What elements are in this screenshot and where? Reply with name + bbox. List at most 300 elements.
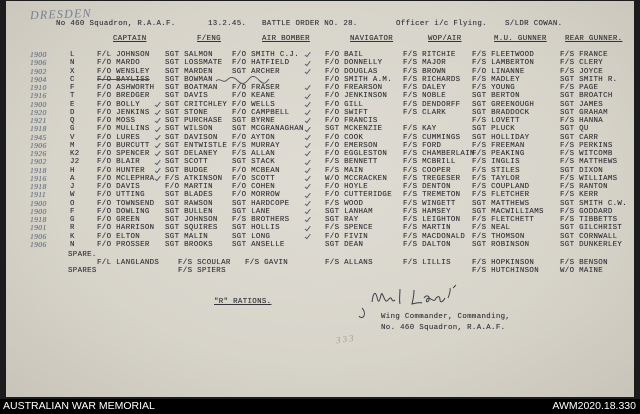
mid-upper-gunner-name: SGT HOLLIDAY bbox=[472, 133, 530, 142]
aircraft-letter: K2 bbox=[70, 150, 80, 158]
mid-upper-gunner-name: F/S LAMBERTON bbox=[472, 59, 535, 68]
spares-row bbox=[0, 267, 640, 275]
spare-mid-upper-gunner-name: F/S HOPKINSON bbox=[472, 259, 535, 267]
rear-gunner-name: F/S MATTHEWS bbox=[560, 158, 618, 167]
navigator-name: F/O FIVIN bbox=[325, 232, 369, 241]
check-mark-icon bbox=[154, 117, 161, 124]
flight-engineer-name: SGT STONE bbox=[165, 108, 209, 117]
rear-gunner-name: F/S KERR bbox=[560, 191, 599, 200]
air-bomber-name: SGT LONG bbox=[232, 232, 271, 241]
takeoff-time: 1918 bbox=[30, 215, 47, 224]
mid-upper-gunner-name: F/S STILES bbox=[472, 166, 520, 175]
navigator-name: F/O BAIL bbox=[325, 51, 364, 59]
crew-row bbox=[0, 200, 640, 208]
wireless-operator-name: F/S WINGETT bbox=[403, 199, 456, 208]
column-header-mu-gunner: M.U. GUNNER bbox=[494, 35, 547, 43]
crew-row bbox=[0, 109, 640, 117]
captain-name: F/O MARDO bbox=[97, 59, 141, 68]
flight-engineer-name: SGT ENTWISTLE bbox=[165, 141, 228, 150]
wireless-operator-name: F/S MACDONALD bbox=[403, 232, 466, 241]
rear-gunner-name: F/S RANTON bbox=[560, 183, 608, 191]
takeoff-time: 1904 bbox=[30, 74, 47, 84]
flight-engineer-name: SGT DAVIS bbox=[165, 92, 209, 101]
captain-name: F/O MOSS bbox=[97, 117, 136, 125]
archive-footer-bar bbox=[0, 399, 640, 414]
crew-row bbox=[0, 241, 640, 249]
check-mark-icon bbox=[154, 133, 161, 140]
aircraft-letter: W bbox=[70, 191, 75, 200]
navigator-name: F/O JENKINSON bbox=[325, 92, 388, 101]
mid-upper-gunner-name: F/S PEAKING bbox=[472, 150, 525, 158]
crew-row bbox=[0, 233, 640, 241]
aircraft-letter: V bbox=[70, 133, 75, 142]
air-bomber-name: F/O MCBEAN bbox=[232, 166, 280, 175]
check-mark-icon bbox=[154, 166, 161, 173]
aircraft-letter: H bbox=[70, 166, 75, 175]
mid-upper-gunner-name: F/S FLETCHETT bbox=[472, 216, 535, 224]
spare-crew-row bbox=[0, 259, 640, 267]
rear-gunner-name: SGT CORNWALL bbox=[560, 232, 618, 241]
flight-engineer-name: SGT BUDGE bbox=[165, 166, 209, 175]
air-bomber-name: SGT STACK bbox=[232, 158, 276, 167]
rear-gunner-name: F/S FRANCE bbox=[560, 51, 608, 59]
crew-row bbox=[0, 208, 640, 216]
navigator-name: W/O MCCRACKEN bbox=[325, 174, 388, 183]
archive-institution: AUSTRALIAN WAR MEMORIAL bbox=[3, 400, 155, 412]
squadron-heading: No 460 Squadron, R.A.A.F. bbox=[56, 20, 176, 28]
wireless-operator-name: F/S DENTON bbox=[403, 183, 451, 191]
navigator-name: SGT MCKENZIE bbox=[325, 125, 383, 134]
spares-flight-engineer-name: F/S SPIERS bbox=[178, 267, 226, 275]
takeoff-time: 1906 bbox=[30, 239, 47, 249]
spare-navigator-name: F/S ALLANS bbox=[325, 259, 373, 267]
captain-name: F/O GREEN bbox=[97, 216, 141, 224]
aircraft-letter: T bbox=[70, 92, 75, 101]
captain-name: F/O MULLINS bbox=[97, 125, 150, 134]
aircraft-letter: G bbox=[70, 216, 75, 224]
column-header-navigator: NAVIGATOR bbox=[350, 35, 394, 43]
crew-row bbox=[0, 158, 640, 166]
rear-gunner-name: SGT GILCHRIST bbox=[560, 224, 623, 233]
takeoff-time: 1918 bbox=[30, 165, 47, 175]
check-mark-icon bbox=[154, 125, 161, 132]
captain-name: F/O ELTON bbox=[97, 232, 141, 241]
flight-engineer-name: SGT CRITCHLEY bbox=[165, 100, 228, 109]
aircraft-letter: F bbox=[70, 207, 75, 216]
navigator-name: F/O COOK bbox=[325, 133, 364, 142]
rear-gunner-name: F/S PAGE bbox=[560, 84, 599, 92]
crew-row bbox=[0, 76, 640, 84]
crew-list bbox=[0, 51, 640, 249]
aircraft-letter: N bbox=[70, 59, 75, 68]
takeoff-time: 1918 bbox=[30, 124, 47, 134]
check-mark-icon bbox=[304, 125, 311, 132]
check-mark-icon bbox=[304, 100, 311, 107]
takeoff-time: 1900 bbox=[30, 198, 47, 208]
takeoff-time: 1921 bbox=[30, 116, 47, 125]
wireless-operator-name: F/S RICHARDS bbox=[403, 75, 461, 84]
air-bomber-name: SGT ARCHER bbox=[232, 67, 280, 76]
flight-engineer-name: F/S ATKINSON bbox=[165, 174, 223, 183]
aircraft-letter: K bbox=[70, 232, 75, 241]
mid-upper-gunner-name: F/S THOMSON bbox=[472, 232, 525, 241]
wireless-operator-name: F/S MARTIN bbox=[403, 224, 451, 233]
check-mark-icon bbox=[154, 158, 161, 165]
takeoff-time: 1900 bbox=[30, 50, 47, 59]
check-mark-icon bbox=[304, 199, 311, 206]
air-bomber-name: SGT MCGRANAGHAN bbox=[232, 125, 304, 134]
air-bomber-name: SGT HARDCOPE bbox=[232, 199, 290, 208]
wireless-operator-name: F/S MAJOR bbox=[403, 59, 447, 68]
flight-engineer-name: SGT JOHNSON bbox=[165, 216, 218, 224]
wireless-operator-name: F/S TREGESER bbox=[403, 174, 461, 183]
crew-row bbox=[0, 142, 640, 150]
rear-gunner-name: F/S HANNA bbox=[560, 117, 604, 125]
check-mark-icon bbox=[154, 150, 161, 157]
mid-upper-gunner-name: SGT BRADDOCK bbox=[472, 108, 530, 117]
mid-upper-gunner-name: SGT ROBINSON bbox=[472, 240, 530, 249]
aircraft-letter: N bbox=[70, 240, 75, 249]
spare-flight-engineer-name: F/S SCOULAR bbox=[178, 259, 231, 267]
mid-upper-gunner-name: F/S LOVETT bbox=[472, 117, 520, 125]
check-mark-icon bbox=[304, 92, 311, 99]
air-bomber-name: F/O COHEN bbox=[232, 183, 276, 191]
wireless-operator-name: F/S MCBRILL bbox=[403, 158, 456, 167]
navigator-name: SGT RAY bbox=[325, 216, 359, 224]
air-bomber-name: F/O CAMPBELL bbox=[232, 108, 290, 117]
rear-gunner-name: F/S TIBBETTS bbox=[560, 216, 618, 224]
aircraft-letter: M bbox=[70, 141, 75, 150]
rear-gunner-name: SGT SMITH R. bbox=[560, 75, 618, 84]
wireless-operator-name: F/S NOBLE bbox=[403, 92, 447, 101]
crew-row bbox=[0, 101, 640, 109]
air-bomber-name: F/O MORROW bbox=[232, 191, 280, 200]
mid-upper-gunner-name: F/O LINANNE bbox=[472, 67, 525, 76]
captain-name: F/O LURES bbox=[97, 133, 141, 142]
aircraft-letter: D bbox=[70, 108, 75, 117]
rear-gunner-name: SGT SMITH C.W. bbox=[560, 199, 627, 208]
wireless-operator-name: F/S LEIGHTON bbox=[403, 216, 461, 224]
mid-upper-gunner-name: SGT MATTHEWS bbox=[472, 199, 530, 208]
crew-row bbox=[0, 125, 640, 133]
flight-engineer-name: SGT MALIN bbox=[165, 232, 209, 241]
air-bomber-name: SGT BYRNE bbox=[232, 117, 276, 125]
captain-name: F/O DOWLING bbox=[97, 207, 150, 216]
check-mark-icon bbox=[304, 232, 311, 239]
navigator-name: F/O EMERSON bbox=[325, 141, 378, 150]
navigator-name: F/O FREARSON bbox=[325, 84, 383, 92]
crew-row bbox=[0, 117, 640, 125]
document-title: BATTLE ORDER NO. 28. bbox=[262, 20, 358, 28]
flight-engineer-name: SGT DELANEY bbox=[165, 150, 218, 158]
rear-gunner-name: SGT JAMES bbox=[560, 100, 604, 109]
column-header-f-eng: F/ENG bbox=[197, 35, 221, 43]
air-bomber-name: SGT HOLLIS bbox=[232, 224, 280, 233]
aircraft-letter: F bbox=[70, 84, 75, 92]
captain-name: F/O JENKINS bbox=[97, 108, 150, 117]
check-mark-icon bbox=[304, 59, 311, 66]
check-mark-icon bbox=[304, 158, 311, 165]
check-mark-icon bbox=[304, 133, 311, 140]
aircraft-letter: J bbox=[70, 183, 75, 191]
air-bomber-name: F/O WELLS bbox=[232, 100, 276, 109]
archive-accession-number: AWM2020.18.330 bbox=[552, 400, 636, 412]
wireless-operator-name: F/S DENDORFF bbox=[403, 100, 461, 109]
wireless-operator-name: F/S DALEY bbox=[403, 84, 447, 92]
captain-name: F/O SPENCER bbox=[97, 150, 150, 158]
rear-gunner-name: SGT BROATCH bbox=[560, 92, 613, 101]
air-bomber-name: F/O SCOTT bbox=[232, 174, 276, 183]
flight-engineer-name: SGT SCOTT bbox=[165, 158, 209, 167]
takeoff-time: 1902 bbox=[30, 157, 47, 167]
crew-row bbox=[0, 51, 640, 59]
crew-row bbox=[0, 134, 640, 142]
aircraft-letter: R bbox=[70, 224, 75, 233]
takeoff-time: 1906 bbox=[30, 58, 47, 68]
pencil-note: 333 bbox=[335, 332, 357, 346]
rear-gunner-name: SGT DIXON bbox=[560, 166, 604, 175]
navigator-name: F/S MAIN bbox=[325, 166, 364, 175]
air-bomber-name: F/S BROTHERS bbox=[232, 216, 290, 224]
aircraft-letter: O bbox=[70, 199, 75, 208]
check-mark-icon bbox=[304, 51, 311, 58]
rear-gunner-name: SGT QU bbox=[560, 125, 589, 134]
navigator-name: F/O HOYLE bbox=[325, 183, 369, 191]
captain-name: F/O BLAIR bbox=[97, 158, 141, 167]
navigator-name: F/S BENNETT bbox=[325, 158, 378, 167]
flight-engineer-name: SGT SQUIRES bbox=[165, 224, 218, 233]
aircraft-letter: E bbox=[70, 100, 75, 109]
scribble-mark bbox=[214, 76, 270, 84]
takeoff-time: 1945 bbox=[30, 132, 47, 142]
check-mark-icon bbox=[304, 166, 311, 173]
navigator-name: F/S SPENCE bbox=[325, 224, 373, 233]
check-mark-icon bbox=[304, 183, 311, 190]
mid-upper-gunner-name: F/S NEAL bbox=[472, 224, 511, 233]
flight-engineer-name: SGT BOATMAN bbox=[165, 84, 218, 92]
wireless-operator-name: F/S HAMSEY bbox=[403, 207, 451, 216]
captain-name: F/O BREDGER bbox=[97, 92, 150, 101]
column-header-wop-air: WOP/AIR bbox=[428, 35, 462, 43]
aircraft-letter: L bbox=[70, 51, 75, 59]
navigator-name: SGT DEAN bbox=[325, 240, 364, 249]
check-mark-icon bbox=[304, 224, 311, 231]
flight-engineer-name: F/O MARTIN bbox=[165, 183, 213, 191]
aircraft-letter: C bbox=[70, 75, 75, 84]
spare-rear-gunner-name: F/S BENSON bbox=[560, 259, 608, 267]
captain-name: F/O BOLLY bbox=[97, 100, 141, 109]
wireless-operator-name: F/S COOPER bbox=[403, 166, 451, 175]
captain-name: F/O DAVIS bbox=[97, 183, 141, 191]
check-mark-icon bbox=[154, 109, 161, 116]
mid-upper-gunner-name: SGT MACWILLIAMS bbox=[472, 207, 544, 216]
check-mark-icon bbox=[304, 150, 311, 157]
air-bomber-name: F/O SMITH C.J. bbox=[232, 51, 299, 59]
order-date: 13.2.45. bbox=[208, 20, 247, 28]
check-mark-icon bbox=[154, 100, 161, 107]
aircraft-letter: A bbox=[70, 174, 75, 183]
rear-gunner-name: SGT GRAHAM bbox=[560, 108, 608, 117]
air-bomber-name: F/S ALLAN bbox=[232, 150, 276, 158]
rear-gunner-name: F/S PERKINS bbox=[560, 141, 613, 150]
air-bomber-name: F/O HATFIELD bbox=[232, 59, 290, 68]
mid-upper-gunner-name: F/S FREEMAN bbox=[472, 141, 525, 150]
spares-label: SPARES bbox=[68, 267, 97, 275]
captain-name: F/O HUNTER bbox=[97, 166, 145, 175]
takeoff-time: 1900 bbox=[30, 206, 47, 216]
flight-engineer-name: SGT BOWMAN bbox=[165, 75, 213, 84]
check-mark-icon bbox=[304, 175, 311, 182]
flight-engineer-name: SGT RAWSON bbox=[165, 199, 213, 208]
aircraft-letter: X bbox=[70, 67, 75, 76]
rear-gunner-name: F/S WILLIAMS bbox=[560, 174, 618, 183]
mid-upper-gunner-name: F/S INGLIS bbox=[472, 158, 520, 167]
wireless-operator-name: F/S CHAMBERLAIN bbox=[403, 150, 475, 158]
mid-upper-gunner-name: F/S FLETCHER bbox=[472, 191, 530, 200]
flight-engineer-name: SGT LOSSMATE bbox=[165, 59, 223, 68]
captain-name: F/O BAYLISS bbox=[97, 75, 150, 84]
wireless-operator-name: F/S KAY bbox=[403, 125, 437, 134]
captain-name: F/O TOWNSEND bbox=[97, 199, 155, 208]
spares-mid-upper-gunner-name: F/S HUTCHINSON bbox=[472, 267, 539, 275]
rear-gunner-name: F/S JOYCE bbox=[560, 67, 604, 76]
aircraft-letter: J2 bbox=[70, 158, 80, 167]
mid-upper-gunner-name: SGT PLUCK bbox=[472, 125, 516, 134]
takeoff-time: 1926 bbox=[30, 149, 47, 158]
rear-gunner-name: F/S GODDARD bbox=[560, 207, 613, 216]
navigator-name: F/O DONNELLY bbox=[325, 59, 383, 68]
takeoff-time: 1900 bbox=[30, 99, 47, 109]
captain-name: F/L JOHNSON bbox=[97, 51, 150, 59]
takeoff-time: 1911 bbox=[30, 190, 47, 200]
wireless-operator-name: F/S RITCHIE bbox=[403, 51, 456, 59]
mid-upper-gunner-name: SGT GREENOUGH bbox=[472, 100, 535, 109]
captain-name: F/O HARRISON bbox=[97, 224, 155, 233]
rear-gunner-name: F/S WITCOMB bbox=[560, 150, 613, 158]
flight-engineer-name: SGT BULLEN bbox=[165, 207, 213, 216]
crew-row bbox=[0, 216, 640, 224]
flight-engineer-name: SGT MARDEN bbox=[165, 67, 213, 76]
rear-gunner-name: F/S CLERY bbox=[560, 59, 604, 68]
crew-row bbox=[0, 175, 640, 183]
column-header-captain: CAPTAIN bbox=[113, 35, 147, 43]
check-mark-icon bbox=[304, 67, 311, 74]
wireless-operator-name: F/S FORD bbox=[403, 141, 442, 150]
takeoff-time: 1920 bbox=[30, 107, 47, 117]
air-bomber-name: SGT ANSELLE bbox=[232, 240, 285, 249]
crew-row bbox=[0, 84, 640, 92]
mid-upper-gunner-name: SGT BERTON bbox=[472, 92, 520, 101]
crew-row bbox=[0, 92, 640, 100]
rations-note: "R" RATIONS. bbox=[214, 298, 272, 306]
navigator-name: SGT LANHAM bbox=[325, 207, 373, 216]
mid-upper-gunner-name: F/S YOUNG bbox=[472, 84, 516, 92]
spare-air-bomber-name: F/S GAVIN bbox=[245, 259, 289, 267]
spare-label: SPARE. bbox=[68, 251, 97, 259]
spares-rear-gunner-name: W/O MAINE bbox=[560, 267, 604, 275]
check-mark-icon bbox=[304, 191, 311, 198]
mid-upper-gunner-name: F/S TAYLOR bbox=[472, 174, 520, 183]
captain-name: F/O PROSSER bbox=[97, 240, 150, 249]
check-mark-icon bbox=[154, 175, 161, 182]
navigator-name: F/S WOOD bbox=[325, 199, 364, 208]
check-mark-icon bbox=[304, 142, 311, 149]
captain-name: F/O WENSLEY bbox=[97, 67, 150, 76]
flight-engineer-name: SGT BROOKS bbox=[165, 240, 213, 249]
crew-row bbox=[0, 224, 640, 232]
takeoff-time: 1916 bbox=[30, 91, 47, 101]
aircraft-letter: G bbox=[70, 125, 75, 134]
navigator-name: F/O GILL bbox=[325, 100, 364, 109]
officer-label: Officer i/c Flying. bbox=[396, 20, 487, 28]
flight-engineer-name: SGT BLADES bbox=[165, 191, 213, 200]
crew-row bbox=[0, 59, 640, 67]
check-mark-icon bbox=[304, 109, 311, 116]
air-bomber-name: F/S MURRAY bbox=[232, 141, 280, 150]
wireless-operator-name: F/S CLARK bbox=[403, 108, 447, 117]
navigator-name: F/O CUTTERIDGE bbox=[325, 191, 392, 200]
captain-name: F/O ASHWORTH bbox=[97, 84, 155, 92]
flight-engineer-name: SGT DAVISON bbox=[165, 133, 218, 142]
aircraft-letter: Q bbox=[70, 117, 75, 125]
column-header-rear-gunner: REAR GUNNER. bbox=[565, 35, 623, 43]
wireless-operator-name: F/S CUMMINGS bbox=[403, 133, 461, 142]
air-bomber-name: SGT LANE bbox=[232, 207, 271, 216]
spare-captain-name: F/L LANGLANDS bbox=[97, 259, 160, 267]
check-mark-icon bbox=[304, 208, 311, 215]
check-mark-icon bbox=[304, 84, 311, 91]
navigator-name: F/O EGGLESTON bbox=[325, 150, 388, 158]
air-bomber-name: F/O KEANE bbox=[232, 92, 276, 101]
mid-upper-gunner-name: F/S COUPLAND bbox=[472, 183, 530, 191]
takeoff-time: 1901 bbox=[30, 223, 47, 233]
check-mark-icon bbox=[304, 117, 311, 124]
wireless-operator-name: F/S TREMETON bbox=[403, 191, 461, 200]
navigator-name: F/O FRANCIS bbox=[325, 117, 378, 125]
captain-name: F/O MCLEPHRA bbox=[97, 174, 155, 183]
captain-name: F/O UTTING bbox=[97, 191, 145, 200]
flight-engineer-name: SGT PURCHASE bbox=[165, 117, 223, 125]
handwritten-target-note: DRESDEN bbox=[29, 5, 92, 23]
crew-row bbox=[0, 68, 640, 76]
rear-gunner-name: SGT CARR bbox=[560, 133, 599, 142]
takeoff-time: 1906 bbox=[30, 231, 47, 241]
navigator-name: F/O SWIFT bbox=[325, 108, 369, 117]
column-header-air-bomber: AIR BOMBER bbox=[262, 35, 310, 43]
signature-rank: Wing Commander, Commanding, bbox=[381, 313, 511, 321]
flight-engineer-name: SGT SALMON bbox=[165, 51, 213, 59]
mid-upper-gunner-name: F/S MADLEY bbox=[472, 75, 520, 84]
flight-engineer-name: SGT WILSON bbox=[165, 125, 213, 134]
captain-name: F/O BURCUTT bbox=[97, 141, 150, 150]
mid-upper-gunner-name: F/S FLEETWOOD bbox=[472, 51, 535, 59]
takeoff-time: 1902 bbox=[30, 66, 47, 76]
officer-name: S/LDR COWAN. bbox=[505, 20, 563, 28]
rear-gunner-name: SGT DUNKERLEY bbox=[560, 240, 623, 249]
takeoff-time: 1910 bbox=[30, 83, 47, 92]
check-mark-icon bbox=[154, 142, 161, 149]
crew-row bbox=[0, 167, 640, 175]
signature-unit: No. 460 Squadron, R.A.A.F. bbox=[381, 324, 506, 332]
air-bomber-name: F/O AYTON bbox=[232, 133, 276, 142]
check-mark-icon bbox=[304, 216, 311, 223]
navigator-name: F/O SMITH A.M. bbox=[325, 75, 392, 84]
crew-row bbox=[0, 150, 640, 158]
spare-wireless-operator-name: F/S LILLIS bbox=[403, 259, 451, 267]
navigator-name: F/O DOUGLAS bbox=[325, 67, 378, 76]
crew-row bbox=[0, 183, 640, 191]
takeoff-time: 1916 bbox=[30, 173, 47, 183]
